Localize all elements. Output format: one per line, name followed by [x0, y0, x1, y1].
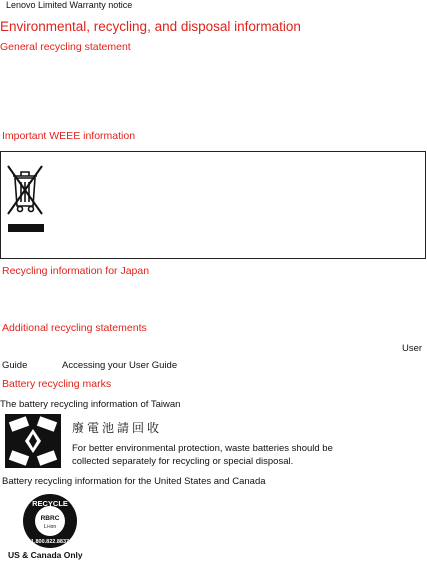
heading-japan: Recycling information for Japan [2, 265, 150, 277]
rbrc-seal-phone-text: 1.800.822.8837 [30, 539, 70, 545]
user-guide-link[interactable]: Accessing your User Guide [62, 360, 178, 371]
us-canada-heading: Battery recycling information for the United States and Canada [2, 476, 266, 487]
bin-underbar [8, 224, 44, 232]
taiwan-recycle-icon [4, 413, 62, 469]
heading-additional: Additional recycling statements [2, 322, 147, 334]
rbrc-seal-sub-text: Li-ion [43, 524, 57, 530]
us-canada-caption: US & Canada Only [8, 550, 83, 560]
weee-box [0, 151, 426, 259]
taiwan-text-line2: collected separately for recycling or special disposal. [72, 456, 294, 467]
taiwan-heading: The battery recycling information of Taiwan [0, 399, 181, 410]
heading-general-recycling: General recycling statement [0, 41, 131, 53]
rbrc-seal-mid-text: RBRC [40, 515, 60, 522]
crossed-bin-icon [5, 162, 45, 218]
heading-weee: Important WEEE information [2, 130, 136, 142]
heading-battery-marks: Battery recycling marks [2, 378, 112, 390]
rbrc-seal-top-text: RECYCLE [32, 499, 68, 508]
running-header: Lenovo Limited Warranty notice [6, 0, 133, 10]
taiwan-chinese-text: 廢電池請回收 [72, 421, 163, 435]
user-guide-ref-guide: Guide [2, 360, 28, 371]
page-title: Environmental, recycling, and disposal information [0, 19, 301, 34]
rbrc-seal-icon [22, 493, 78, 549]
taiwan-text-line1: For better environmental protection, waste batteries should be [72, 443, 333, 454]
user-guide-ref-user: User [402, 343, 423, 354]
